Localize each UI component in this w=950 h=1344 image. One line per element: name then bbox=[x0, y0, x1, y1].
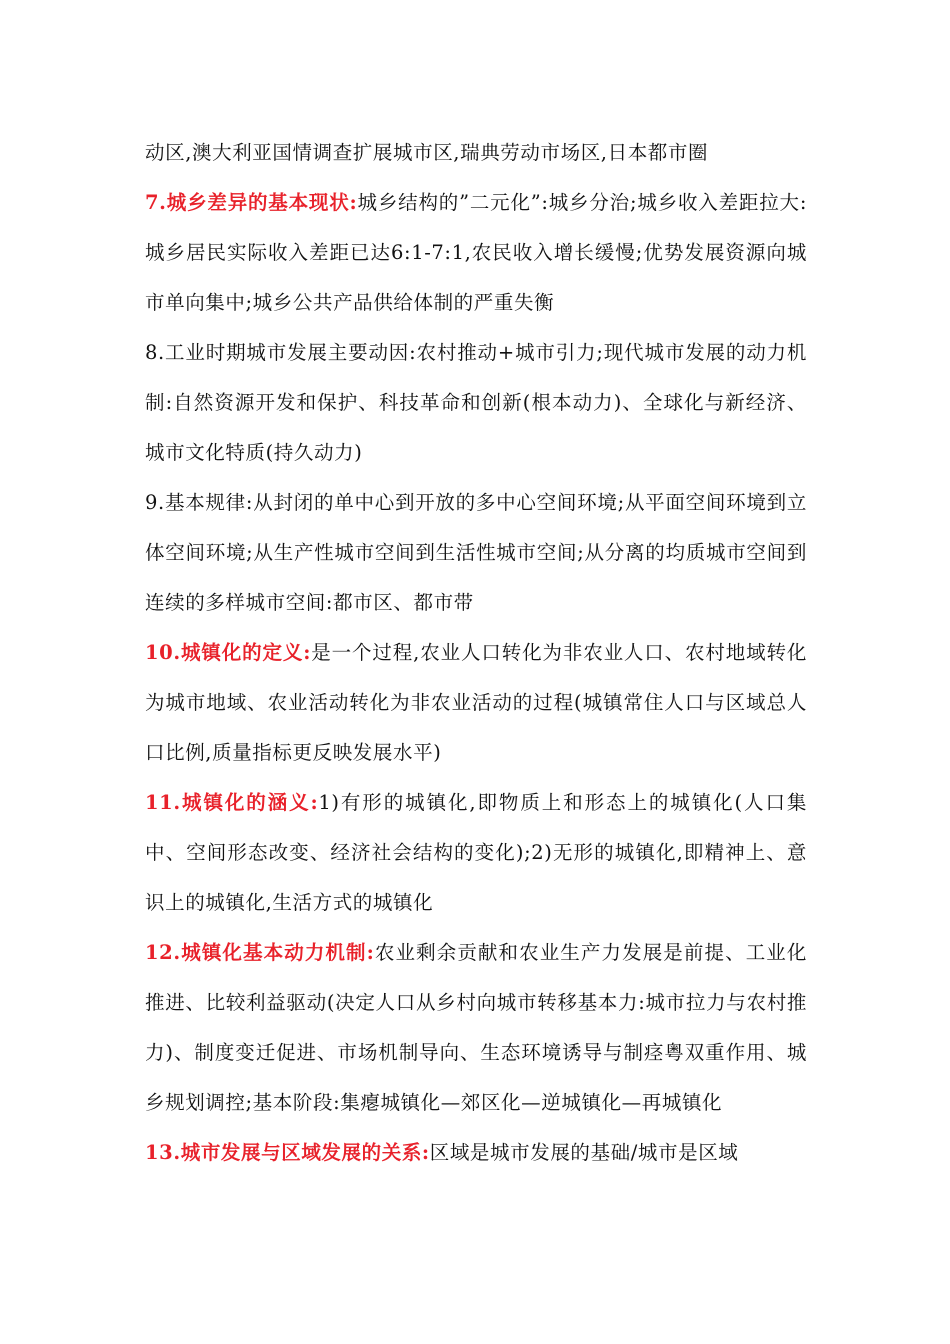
paragraph-10 bbox=[145, 628, 807, 778]
paragraph-7 bbox=[145, 178, 807, 328]
paragraph-body: 动区,澳大利亚国情调查扩展城市区,瑞典劳动市场区,日本都市圈 bbox=[145, 141, 709, 164]
paragraph-heading: 7.城乡差异的基本现状: bbox=[145, 191, 358, 214]
paragraph-body: 8.工业时期城市发展主要动因:农村推动+城市引力;现代城市发展的动力机制:自然资源开发和保护、科技革命和创新(根本动力)、全球化与新经济、城市文化特质(持久动力) bbox=[145, 341, 807, 464]
paragraph-13 bbox=[145, 1128, 807, 1178]
paragraph-heading: 11.城镇化的涵义: bbox=[145, 791, 319, 814]
paragraph-heading: 10.城镇化的定义: bbox=[145, 641, 312, 664]
paragraph-body: 城乡结构的”二元化”:城乡分治;城乡收入差距拉大:城乡居民实际收入差距已达6:1-7:1,农民收入增长缓慢;优势发展资源向城市单向集中;城乡公共产品供给体制的严重失衡 bbox=[145, 191, 807, 314]
paragraph-body: 是一个过程,农业人口转化为非农业人口、农村地域转化为城市地域、农业活动转化为非农业活动的过程(城镇常住人口与区域总人口比例,质量指标更反映发展水平) bbox=[145, 641, 808, 764]
document-page bbox=[145, 128, 807, 1178]
paragraph-9 bbox=[145, 478, 807, 628]
paragraph-0 bbox=[145, 128, 807, 178]
paragraph-heading: 13.城市发展与区域发展的关系: bbox=[145, 1141, 430, 1164]
paragraph-heading: 12.城镇化基本动力机制: bbox=[145, 941, 375, 964]
paragraph-body: 农业剩余贡献和农业生产力发展是前提、工业化推进、比较利益驱动(决定人口从乡村向城市转移基本力:城市拉力与农村推力)、制度变迁促进、市场机制导向、生态环境诱导与制痉粤双重作用、城乡规划调控;基本阶段:集瘪城镇化—郊区化—逆城镇化—再城镇化 bbox=[145, 941, 807, 1114]
paragraph-body: 9.基本规律:从封闭的单中心到开放的多中心空间环境;从平面空间环境到立体空间环境;从生产性城市空间到生活性城市空间;从分离的均质城市空间到连续的多样城市空间:都市区、都市带 bbox=[145, 491, 807, 614]
paragraph-body: 区域是城市发展的基础/城市是区域 bbox=[429, 1141, 739, 1164]
paragraph-12 bbox=[145, 928, 807, 1128]
paragraph-11 bbox=[145, 778, 807, 928]
paragraph-body: 1)有形的城镇化,即物质上和形态上的城镇化(人口集中、空间形态改变、经济社会结构的变化);2)无形的城镇化,即精神上、意识上的城镇化,生活方式的城镇化 bbox=[145, 791, 807, 914]
paragraph-8 bbox=[145, 328, 807, 478]
